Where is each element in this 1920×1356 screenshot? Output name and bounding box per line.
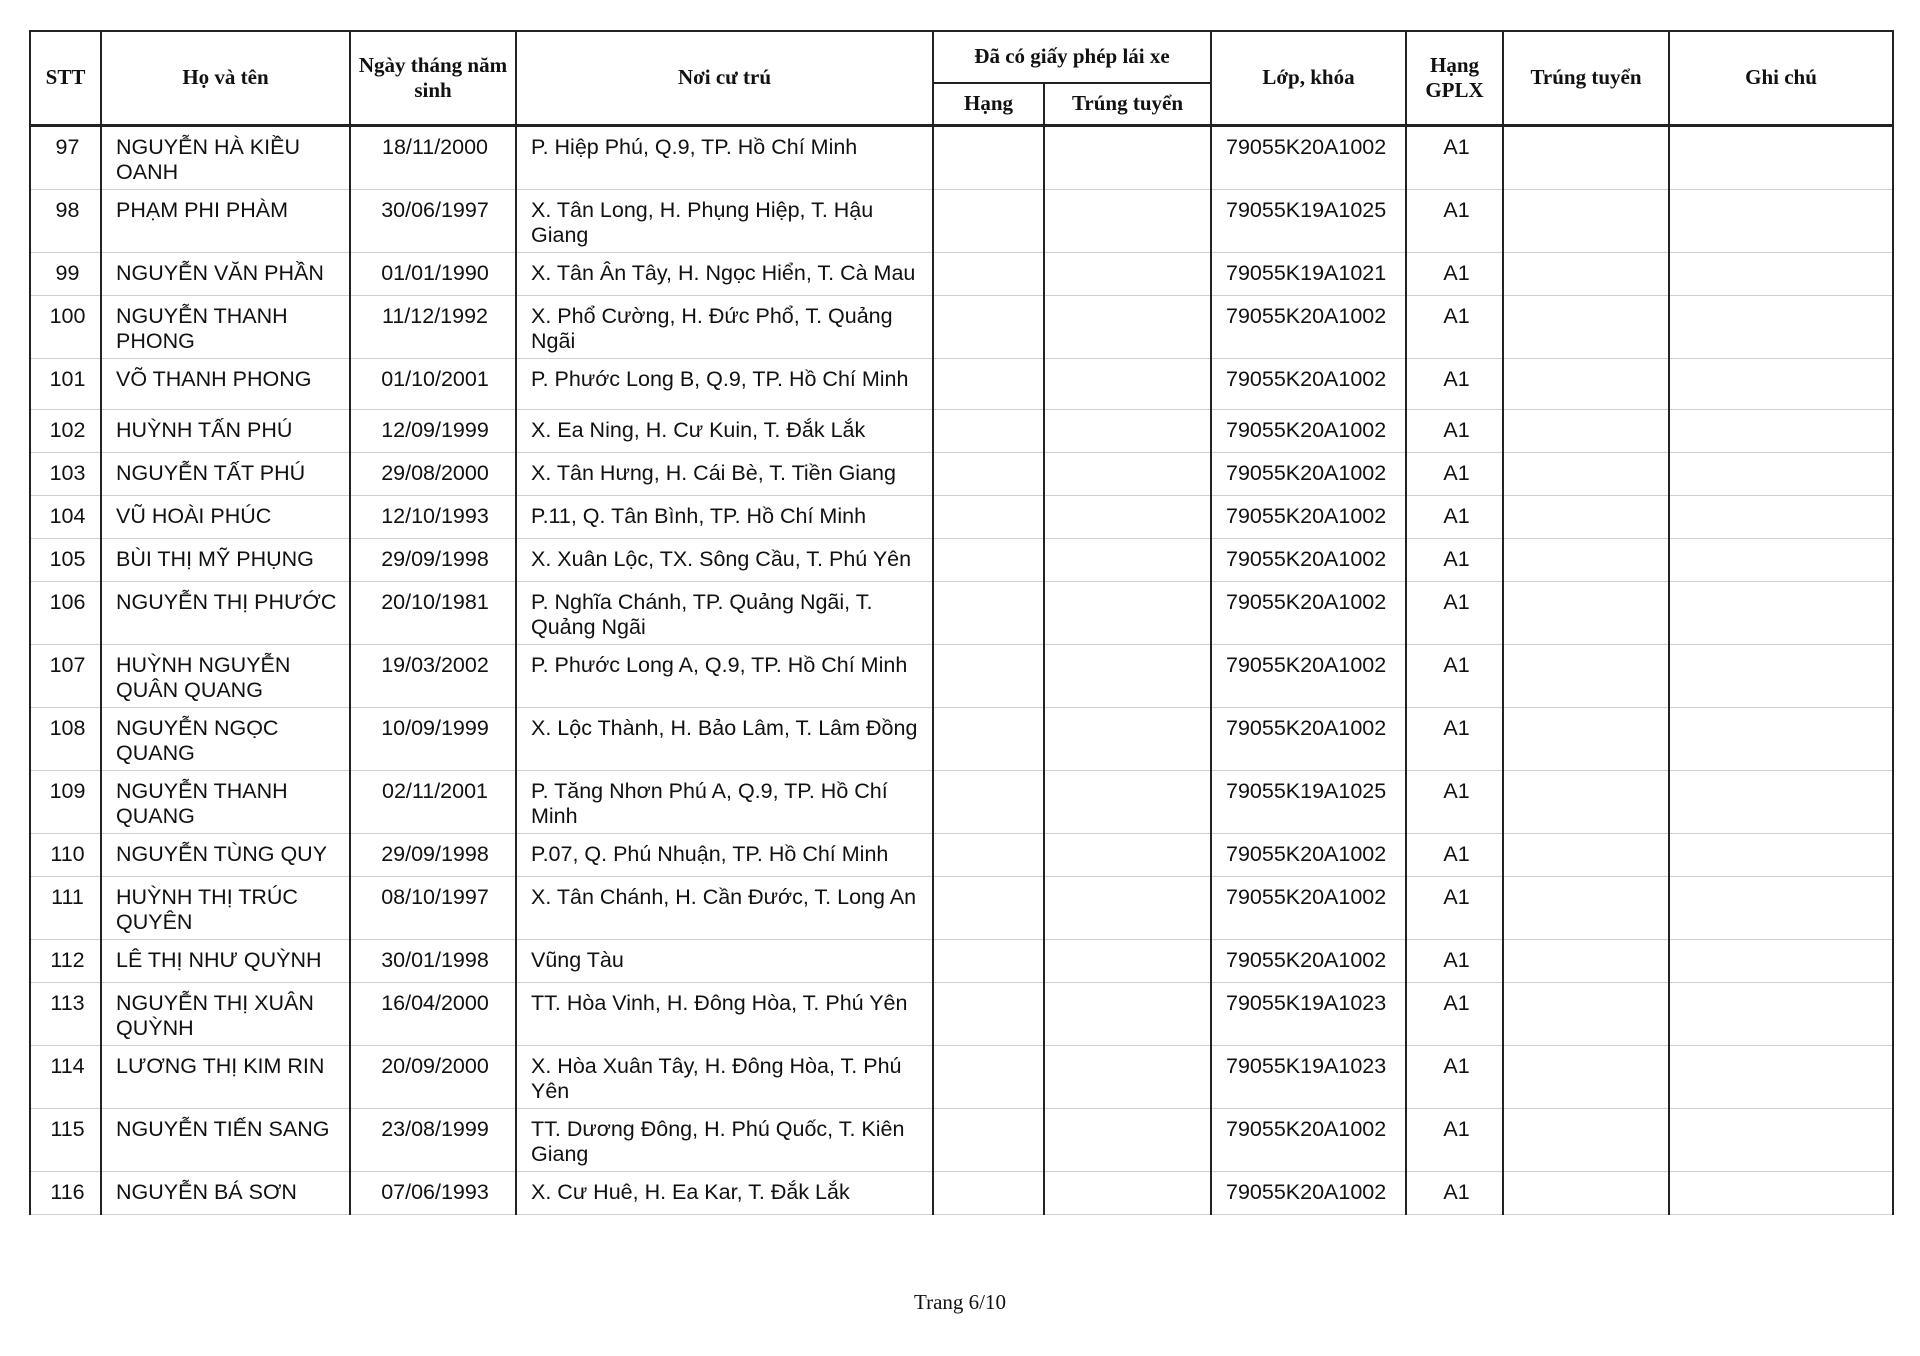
page-number: Trang 6/10	[914, 1290, 1006, 1314]
cell-license-passed	[1044, 982, 1211, 1045]
cell-address: X. Ea Ning, H. Cư Kuin, T. Đắk Lắk	[516, 409, 933, 452]
cell-license-passed	[1044, 1108, 1211, 1171]
cell-license-passed	[1044, 876, 1211, 939]
cell-license-rank	[933, 495, 1044, 538]
cell-license-passed	[1044, 833, 1211, 876]
cell-dob: 08/10/1997	[350, 876, 516, 939]
cell-stt: 115	[30, 1108, 101, 1171]
header-passed: Trúng tuyển	[1503, 31, 1669, 125]
cell-license-passed	[1044, 125, 1211, 189]
table-row	[30, 452, 1893, 495]
cell-passed	[1503, 452, 1669, 495]
cell-passed	[1503, 409, 1669, 452]
cell-name: PHẠM PHI PHÀM	[101, 189, 350, 252]
cell-dob: 01/01/1990	[350, 252, 516, 295]
cell-stt: 106	[30, 581, 101, 644]
cell-license-rank	[933, 295, 1044, 358]
cell-gplx-rank: A1	[1406, 1108, 1503, 1171]
table-body	[30, 125, 1893, 1214]
cell-license-passed	[1044, 770, 1211, 833]
cell-license-passed	[1044, 252, 1211, 295]
cell-address: X. Lộc Thành, H. Bảo Lâm, T. Lâm Đồng	[516, 707, 933, 770]
cell-license-passed	[1044, 538, 1211, 581]
cell-license-rank	[933, 644, 1044, 707]
cell-name: NGUYỄN THANH QUANG	[101, 770, 350, 833]
cell-license-rank	[933, 876, 1044, 939]
header-address: Nơi cư trú	[516, 31, 933, 125]
cell-note	[1669, 581, 1893, 644]
cell-address: X. Tân Chánh, H. Cần Đước, T. Long An	[516, 876, 933, 939]
table-row	[30, 1171, 1893, 1214]
cell-class-course: 79055K19A1025	[1211, 189, 1406, 252]
cell-license-rank	[933, 982, 1044, 1045]
cell-address: X. Cư Huê, H. Ea Kar, T. Đắk Lắk	[516, 1171, 933, 1214]
cell-dob: 10/09/1999	[350, 707, 516, 770]
cell-name: NGUYỄN TIẾN SANG	[101, 1108, 350, 1171]
cell-passed	[1503, 1108, 1669, 1171]
cell-stt: 116	[30, 1171, 101, 1214]
cell-gplx-rank: A1	[1406, 939, 1503, 982]
cell-dob: 11/12/1992	[350, 295, 516, 358]
cell-name: BÙI THỊ MỸ PHỤNG	[101, 538, 350, 581]
cell-dob: 23/08/1999	[350, 1108, 516, 1171]
cell-dob: 29/09/1998	[350, 538, 516, 581]
cell-address: P. Tăng Nhơn Phú A, Q.9, TP. Hồ Chí Minh	[516, 770, 933, 833]
cell-address: P. Phước Long B, Q.9, TP. Hồ Chí Minh	[516, 358, 933, 409]
cell-class-course: 79055K20A1002	[1211, 409, 1406, 452]
cell-license-rank	[933, 1045, 1044, 1108]
cell-stt: 101	[30, 358, 101, 409]
cell-note	[1669, 1108, 1893, 1171]
cell-note	[1669, 125, 1893, 189]
cell-stt: 102	[30, 409, 101, 452]
cell-dob: 12/09/1999	[350, 409, 516, 452]
table-header	[30, 31, 1893, 125]
cell-class-course: 79055K19A1023	[1211, 982, 1406, 1045]
cell-stt: 98	[30, 189, 101, 252]
cell-address: X. Tân Ân Tây, H. Ngọc Hiển, T. Cà Mau	[516, 252, 933, 295]
cell-stt: 103	[30, 452, 101, 495]
cell-license-passed	[1044, 1045, 1211, 1108]
cell-passed	[1503, 1045, 1669, 1108]
cell-dob: 20/10/1981	[350, 581, 516, 644]
cell-class-course: 79055K20A1002	[1211, 495, 1406, 538]
table-row	[30, 581, 1893, 644]
cell-class-course: 79055K20A1002	[1211, 876, 1406, 939]
cell-note	[1669, 409, 1893, 452]
cell-passed	[1503, 189, 1669, 252]
cell-dob: 30/01/1998	[350, 939, 516, 982]
cell-stt: 109	[30, 770, 101, 833]
table-row	[30, 495, 1893, 538]
cell-license-passed	[1044, 452, 1211, 495]
header-stt: STT	[30, 31, 101, 125]
cell-license-passed	[1044, 189, 1211, 252]
cell-dob: 07/06/1993	[350, 1171, 516, 1214]
cell-name: NGUYỄN TẤT PHÚ	[101, 452, 350, 495]
table-row	[30, 252, 1893, 295]
cell-note	[1669, 452, 1893, 495]
cell-address: X. Phổ Cường, H. Đức Phổ, T. Quảng Ngãi	[516, 295, 933, 358]
cell-address: Vũng Tàu	[516, 939, 933, 982]
header-license-rank: Hạng	[933, 83, 1044, 125]
cell-license-rank	[933, 770, 1044, 833]
cell-passed	[1503, 358, 1669, 409]
cell-name: NGUYỄN THỊ XUÂN QUỲNH	[101, 982, 350, 1045]
cell-name: NGUYỄN THỊ PHƯỚC	[101, 581, 350, 644]
table-row	[30, 939, 1893, 982]
cell-class-course: 79055K20A1002	[1211, 1108, 1406, 1171]
cell-name: LÊ THỊ NHƯ QUỲNH	[101, 939, 350, 982]
cell-license-passed	[1044, 1171, 1211, 1214]
cell-stt: 105	[30, 538, 101, 581]
header-gplx-rank: Hạng GPLX	[1406, 31, 1503, 125]
cell-dob: 20/09/2000	[350, 1045, 516, 1108]
header-note: Ghi chú	[1669, 31, 1893, 125]
cell-license-passed	[1044, 939, 1211, 982]
cell-address: P. Hiệp Phú, Q.9, TP. Hồ Chí Minh	[516, 125, 933, 189]
cell-gplx-rank: A1	[1406, 358, 1503, 409]
cell-gplx-rank: A1	[1406, 770, 1503, 833]
cell-note	[1669, 876, 1893, 939]
cell-stt: 99	[30, 252, 101, 295]
cell-license-rank	[933, 1171, 1044, 1214]
table-row	[30, 644, 1893, 707]
cell-name: NGUYỄN BÁ SƠN	[101, 1171, 350, 1214]
cell-class-course: 79055K20A1002	[1211, 833, 1406, 876]
cell-name: NGUYỄN VĂN PHẦN	[101, 252, 350, 295]
cell-class-course: 79055K20A1002	[1211, 707, 1406, 770]
cell-note	[1669, 1171, 1893, 1214]
cell-class-course: 79055K20A1002	[1211, 295, 1406, 358]
cell-passed	[1503, 295, 1669, 358]
candidate-table	[29, 30, 1894, 1215]
cell-license-passed	[1044, 409, 1211, 452]
cell-passed	[1503, 252, 1669, 295]
cell-class-course: 79055K20A1002	[1211, 1171, 1406, 1214]
cell-license-passed	[1044, 707, 1211, 770]
cell-name: NGUYỄN HÀ KIỀU OANH	[101, 125, 350, 189]
cell-dob: 18/11/2000	[350, 125, 516, 189]
cell-note	[1669, 189, 1893, 252]
cell-gplx-rank: A1	[1406, 295, 1503, 358]
cell-gplx-rank: A1	[1406, 495, 1503, 538]
cell-class-course: 79055K20A1002	[1211, 125, 1406, 189]
cell-name: NGUYỄN THANH PHONG	[101, 295, 350, 358]
cell-dob: 01/10/2001	[350, 358, 516, 409]
cell-name: NGUYỄN TÙNG QUY	[101, 833, 350, 876]
cell-stt: 114	[30, 1045, 101, 1108]
cell-gplx-rank: A1	[1406, 252, 1503, 295]
cell-note	[1669, 495, 1893, 538]
cell-note	[1669, 1045, 1893, 1108]
cell-name: NGUYỄN NGỌC QUANG	[101, 707, 350, 770]
cell-passed	[1503, 538, 1669, 581]
cell-license-passed	[1044, 358, 1211, 409]
cell-address: X. Hòa Xuân Tây, H. Đông Hòa, T. Phú Yên	[516, 1045, 933, 1108]
cell-name: HUỲNH NGUYỄN QUÂN QUANG	[101, 644, 350, 707]
header-license-passed: Trúng tuyển	[1044, 83, 1211, 125]
cell-address: X. Tân Hưng, H. Cái Bè, T. Tiền Giang	[516, 452, 933, 495]
cell-license-rank	[933, 358, 1044, 409]
cell-gplx-rank: A1	[1406, 452, 1503, 495]
cell-name: HUỲNH TẤN PHÚ	[101, 409, 350, 452]
cell-passed	[1503, 833, 1669, 876]
cell-gplx-rank: A1	[1406, 644, 1503, 707]
cell-note	[1669, 982, 1893, 1045]
cell-class-course: 79055K19A1023	[1211, 1045, 1406, 1108]
cell-note	[1669, 770, 1893, 833]
cell-gplx-rank: A1	[1406, 707, 1503, 770]
header-license-group: Đã có giấy phép lái xe	[933, 31, 1211, 83]
cell-address: TT. Hòa Vinh, H. Đông Hòa, T. Phú Yên	[516, 982, 933, 1045]
table-row	[30, 1108, 1893, 1171]
cell-class-course: 79055K20A1002	[1211, 581, 1406, 644]
cell-license-passed	[1044, 644, 1211, 707]
cell-license-rank	[933, 125, 1044, 189]
table-row	[30, 876, 1893, 939]
cell-address: P. Nghĩa Chánh, TP. Quảng Ngãi, T. Quảng Ngãi	[516, 581, 933, 644]
cell-license-rank	[933, 707, 1044, 770]
cell-gplx-rank: A1	[1406, 581, 1503, 644]
table-row	[30, 982, 1893, 1045]
cell-dob: 30/06/1997	[350, 189, 516, 252]
cell-stt: 97	[30, 125, 101, 189]
cell-class-course: 79055K19A1021	[1211, 252, 1406, 295]
header-name: Họ và tên	[101, 31, 350, 125]
cell-stt: 107	[30, 644, 101, 707]
cell-passed	[1503, 707, 1669, 770]
table-row	[30, 409, 1893, 452]
cell-gplx-rank: A1	[1406, 538, 1503, 581]
cell-stt: 112	[30, 939, 101, 982]
cell-passed	[1503, 770, 1669, 833]
cell-class-course: 79055K20A1002	[1211, 358, 1406, 409]
table-row	[30, 833, 1893, 876]
table-row	[30, 125, 1893, 189]
table-row	[30, 1045, 1893, 1108]
cell-passed	[1503, 1171, 1669, 1214]
cell-address: X. Xuân Lộc, TX. Sông Cầu, T. Phú Yên	[516, 538, 933, 581]
cell-passed	[1503, 581, 1669, 644]
cell-note	[1669, 295, 1893, 358]
cell-dob: 19/03/2002	[350, 644, 516, 707]
cell-stt: 113	[30, 982, 101, 1045]
cell-passed	[1503, 876, 1669, 939]
cell-stt: 104	[30, 495, 101, 538]
cell-stt: 111	[30, 876, 101, 939]
cell-name: VŨ HOÀI PHÚC	[101, 495, 350, 538]
cell-gplx-rank: A1	[1406, 125, 1503, 189]
cell-note	[1669, 644, 1893, 707]
cell-name: LƯƠNG THỊ KIM RIN	[101, 1045, 350, 1108]
cell-stt: 108	[30, 707, 101, 770]
cell-gplx-rank: A1	[1406, 1045, 1503, 1108]
cell-gplx-rank: A1	[1406, 876, 1503, 939]
cell-address: X. Tân Long, H. Phụng Hiệp, T. Hậu Giang	[516, 189, 933, 252]
cell-passed	[1503, 982, 1669, 1045]
cell-class-course: 79055K20A1002	[1211, 939, 1406, 982]
cell-license-rank	[933, 538, 1044, 581]
cell-passed	[1503, 939, 1669, 982]
cell-gplx-rank: A1	[1406, 833, 1503, 876]
cell-stt: 110	[30, 833, 101, 876]
cell-address: P.11, Q. Tân Bình, TP. Hồ Chí Minh	[516, 495, 933, 538]
cell-license-rank	[933, 1108, 1044, 1171]
header-class-course: Lớp, khóa	[1211, 31, 1406, 125]
table-row	[30, 770, 1893, 833]
cell-note	[1669, 252, 1893, 295]
cell-gplx-rank: A1	[1406, 1171, 1503, 1214]
cell-license-rank	[933, 252, 1044, 295]
cell-license-rank	[933, 452, 1044, 495]
cell-class-course: 79055K20A1002	[1211, 452, 1406, 495]
cell-license-rank	[933, 833, 1044, 876]
cell-license-rank	[933, 409, 1044, 452]
cell-license-passed	[1044, 495, 1211, 538]
cell-license-passed	[1044, 581, 1211, 644]
table-row	[30, 189, 1893, 252]
cell-note	[1669, 939, 1893, 982]
cell-dob: 16/04/2000	[350, 982, 516, 1045]
cell-note	[1669, 358, 1893, 409]
cell-gplx-rank: A1	[1406, 189, 1503, 252]
table-row	[30, 707, 1893, 770]
cell-dob: 02/11/2001	[350, 770, 516, 833]
cell-passed	[1503, 495, 1669, 538]
table-row	[30, 295, 1893, 358]
cell-license-rank	[933, 581, 1044, 644]
cell-class-course: 79055K20A1002	[1211, 538, 1406, 581]
cell-gplx-rank: A1	[1406, 982, 1503, 1045]
cell-dob: 29/08/2000	[350, 452, 516, 495]
cell-address: P.07, Q. Phú Nhuận, TP. Hồ Chí Minh	[516, 833, 933, 876]
cell-license-rank	[933, 189, 1044, 252]
cell-license-rank	[933, 939, 1044, 982]
cell-gplx-rank: A1	[1406, 409, 1503, 452]
cell-passed	[1503, 125, 1669, 189]
table-row	[30, 358, 1893, 409]
cell-dob: 12/10/1993	[350, 495, 516, 538]
cell-name: HUỲNH THỊ TRÚC QUYÊN	[101, 876, 350, 939]
cell-name: VÕ THANH PHONG	[101, 358, 350, 409]
cell-note	[1669, 833, 1893, 876]
cell-license-passed	[1044, 295, 1211, 358]
cell-note	[1669, 538, 1893, 581]
cell-passed	[1503, 644, 1669, 707]
cell-address: P. Phước Long A, Q.9, TP. Hồ Chí Minh	[516, 644, 933, 707]
cell-class-course: 79055K19A1025	[1211, 770, 1406, 833]
cell-class-course: 79055K20A1002	[1211, 644, 1406, 707]
cell-address: TT. Dương Đông, H. Phú Quốc, T. Kiên Giang	[516, 1108, 933, 1171]
cell-dob: 29/09/1998	[350, 833, 516, 876]
table-row	[30, 538, 1893, 581]
cell-stt: 100	[30, 295, 101, 358]
header-dob: Ngày tháng năm sinh	[350, 31, 516, 125]
cell-note	[1669, 707, 1893, 770]
